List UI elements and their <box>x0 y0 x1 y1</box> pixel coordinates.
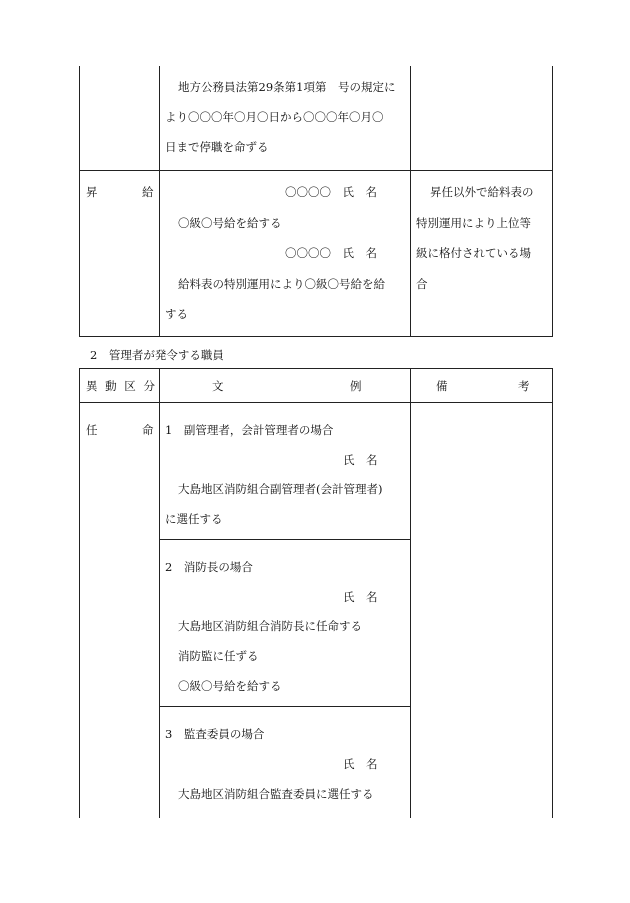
category-ninmei-char: 命 <box>142 423 154 437</box>
category-shokyu-char: 昇 <box>86 185 98 199</box>
table2-top-border <box>79 368 553 369</box>
shokyu-note-line: 昇任以外で給料表の <box>430 185 534 199</box>
shokyu-note-line: 特別運用により上位等 <box>416 216 531 230</box>
table1-col-divider-1 <box>159 66 160 337</box>
block-line: 大島地区消防組合消防長に任命する <box>178 619 362 633</box>
block-line: に選任する <box>165 512 223 526</box>
shokyu-line-3: する <box>165 307 188 321</box>
block-name: 氏 名 <box>343 453 378 467</box>
table2-left-border <box>79 368 80 818</box>
block-line: 消防監に任ずる <box>178 649 259 663</box>
category-shokyu-char: 給 <box>142 185 154 199</box>
shokyu-line-2: 給料表の特別運用により〇級〇号給を給 <box>178 277 385 291</box>
block-title: 3 監査委員の場合 <box>165 727 265 741</box>
table1-right-border <box>552 66 553 337</box>
block-line: 〇級〇号給を給する <box>178 679 282 693</box>
table1-bottom-border <box>79 336 553 337</box>
continued-text-line: より〇〇〇年〇月〇日から〇〇〇年〇月〇 <box>165 110 384 124</box>
table1-row-divider <box>79 170 553 171</box>
header-example-char: 例 <box>350 379 362 393</box>
table1-col-divider-2 <box>410 66 411 337</box>
table2-right-border <box>552 368 553 818</box>
category-ninmei-char: 任 <box>86 423 98 437</box>
block-name: 氏 名 <box>343 757 378 771</box>
shokyu-note-line: 合 <box>416 277 428 291</box>
header-category: 異 動 区 分 <box>86 379 157 393</box>
header-remarks-char: 備 <box>436 379 448 393</box>
header-example-char: 文 <box>212 379 224 393</box>
continued-text-line: 地方公務員法第29条第1項第 号の規定に <box>178 80 396 94</box>
shokyu-name-2: 〇〇〇〇 氏 名 <box>285 246 377 260</box>
table2-col-divider-1 <box>159 368 160 818</box>
block-line: 大島地区消防組合副管理者(会計管理者) <box>178 482 383 496</box>
header-remarks-char: 考 <box>518 379 530 393</box>
shokyu-note-line: 級に格付されている場 <box>416 246 531 260</box>
block-title: 1 副管理者，会計管理者の場合 <box>165 423 334 437</box>
example-block-divider <box>159 706 411 707</box>
shokyu-name-1: 〇〇〇〇 氏 名 <box>285 185 377 199</box>
block-line: 大島地区消防組合監査委員に選任する <box>178 787 374 801</box>
table2-col-divider-2 <box>410 368 411 818</box>
block-name: 氏 名 <box>343 590 378 604</box>
continued-text-line: 日まで停職を命ずる <box>165 140 269 154</box>
shokyu-line-1: 〇級〇号給を給する <box>178 216 282 230</box>
table1-left-border <box>79 66 80 337</box>
example-block-divider <box>159 539 411 540</box>
block-title: 2 消防長の場合 <box>165 560 253 574</box>
section-heading: 2 管理者が発令する職員 <box>90 348 224 362</box>
table2-header-divider <box>79 402 553 403</box>
